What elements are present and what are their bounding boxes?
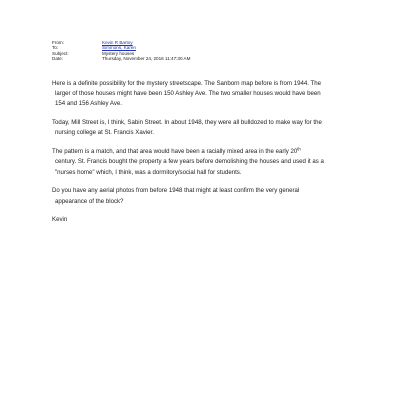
paragraph-1: [52, 79, 352, 110]
paragraph-3: [52, 147, 352, 178]
paragraph-4: [52, 186, 352, 206]
date-label: Date:: [52, 56, 63, 62]
signature: [52, 215, 352, 225]
subject-label: Subject:: [52, 50, 69, 56]
from-label: From:: [52, 40, 64, 45]
date-row: [52, 56, 190, 61]
p3-line2: century. St. Francis bought the property a few years before demolishing the houses and used it as a: [55, 158, 324, 166]
p1-line3: 154 and 156 Ashley Ave.: [55, 100, 122, 108]
email-body: [52, 79, 352, 234]
from-value[interactable]: Kevin R Bartoy: [102, 40, 133, 45]
signature-text: Kevin: [52, 216, 68, 224]
p3-line1: The pattern is a match, and that area would have been a racially mixed area in the early 20: [52, 148, 298, 156]
subject-value: Mystery houses: [102, 50, 135, 56]
email-header: [52, 40, 190, 62]
p3-superscript: th: [297, 146, 301, 152]
paragraph-2: [52, 118, 352, 138]
date-value: Thursday, November 24, 2016 11:47:30 AM: [102, 56, 191, 62]
p1-line2: larger of those houses might have been 150 Ashley Ave. The two smaller houses would have been: [55, 90, 321, 98]
p2-line1: Today, Mill Street is, I think, Sabin Street. In about 1948, they were all bulldozed to make way for the: [52, 119, 322, 127]
p3-line3: "nurses home" which, I think, was a dormitory/social hall for students.: [55, 168, 242, 176]
p1-line1: Here is a definite possibility for the mystery streetscape. The Sanborn map before is from 1944. The: [52, 80, 322, 87]
to-value[interactable]: Simmons, Karen: [102, 45, 136, 51]
p4-line1: Do you have any aerial photos from before 1948 that might at least confirm the very general: [52, 187, 300, 195]
p2-line2: nursing college at St. Francis Xavier.: [55, 129, 154, 137]
to-label: To:: [52, 45, 59, 51]
p4-line2: appearance of the block?: [55, 197, 124, 205]
